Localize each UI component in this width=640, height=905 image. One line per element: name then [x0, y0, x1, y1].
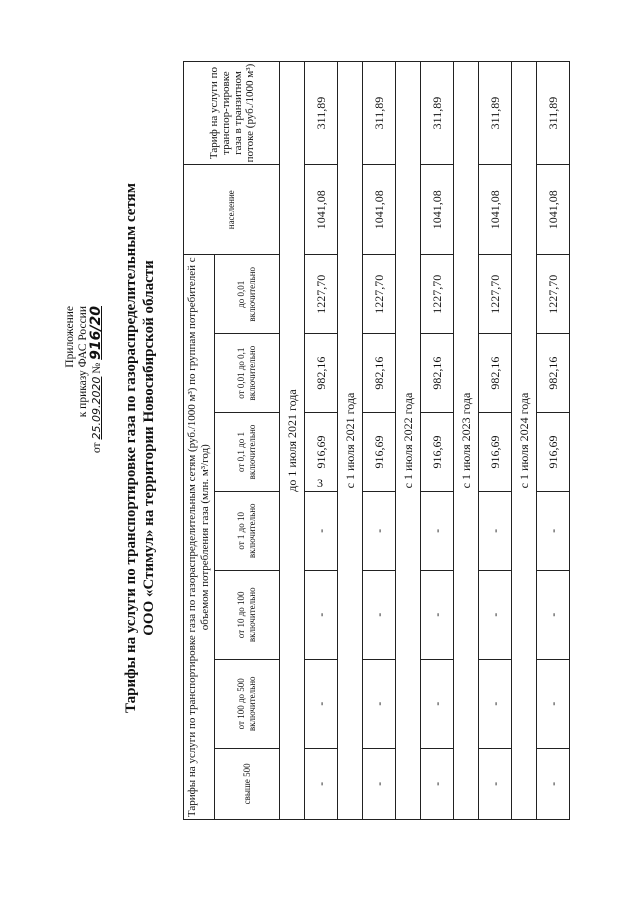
table-cell: -	[305, 659, 338, 748]
table-cell: 311,89	[363, 62, 396, 165]
table-cell: -	[363, 748, 396, 819]
col-header-to-0-01: до 0,01 включительно	[215, 255, 280, 334]
table-cell: -	[479, 570, 512, 659]
table-cell: -	[479, 659, 512, 748]
table-cell: 1227,70	[479, 255, 512, 334]
period-label: с 1 июля 2023 года	[454, 62, 479, 820]
col-header-over-500: свыше 500	[215, 748, 280, 819]
col-header-0-01-0-1: от 0,01 до 0,1 включительно	[215, 334, 280, 413]
number-prefix: №	[91, 362, 103, 374]
title-line-2: ООО «Стимул» на территории Новосибирской области	[141, 260, 157, 636]
page-number: 3	[317, 476, 323, 490]
table-cell: -	[363, 570, 396, 659]
table-cell: 1041,08	[363, 165, 396, 255]
table-cell: -	[479, 491, 512, 570]
table-cell: 916,69	[537, 413, 570, 492]
table-cell: -	[363, 491, 396, 570]
table-cell: -	[537, 659, 570, 748]
table-cell: 916,69	[479, 413, 512, 492]
table-cell: 982,16	[421, 334, 454, 413]
col-header-0-1-1: от 0,1 до 1 включительно	[215, 413, 280, 492]
table-cell: 311,89	[305, 62, 338, 165]
period-label: с 1 июля 2024 года	[512, 62, 537, 820]
table-cell: -	[537, 491, 570, 570]
period-label: с 1 июля 2021 года	[338, 62, 363, 820]
table-row	[305, 62, 338, 820]
table-row	[363, 62, 396, 820]
table-row	[479, 62, 512, 820]
table-cell: -	[421, 570, 454, 659]
table-cell: -	[305, 748, 338, 819]
table-cell: 1227,70	[421, 255, 454, 334]
order-number: 916/20	[88, 306, 104, 360]
table-cell: 916,69	[421, 413, 454, 492]
period-label: до 1 июля 2021 года	[280, 62, 305, 820]
table-cell: 1227,70	[305, 255, 338, 334]
table-cell: -	[305, 491, 338, 570]
table-cell: -	[363, 659, 396, 748]
document-title	[122, 72, 158, 824]
table-cell: 311,89	[537, 62, 570, 165]
date-prefix: от	[91, 442, 103, 454]
table-cell: 916,69	[305, 413, 338, 492]
table-cell: -	[537, 570, 570, 659]
table-cell: -	[537, 748, 570, 819]
appendix-date-number	[90, 306, 104, 453]
table-cell: -	[421, 659, 454, 748]
table-cell: 1227,70	[537, 255, 570, 334]
table-cell: -	[421, 491, 454, 570]
table-cell: 982,16	[537, 334, 570, 413]
table-cell: 1041,08	[421, 165, 454, 255]
table-cell: -	[305, 570, 338, 659]
appendix-order-ref: к приказу ФАС России	[77, 306, 89, 418]
col-header-population: население	[184, 165, 280, 255]
col-header-100-500: от 100 до 500 включительно	[215, 659, 280, 748]
table-cell: 1041,08	[479, 165, 512, 255]
table-cell: -	[479, 748, 512, 819]
table-cell: 1041,08	[537, 165, 570, 255]
col-header-10-100: от 10 до 100 включительно	[215, 570, 280, 659]
table-cell: 982,16	[479, 334, 512, 413]
transit-header: Тариф на услуги по транспор-тировке газа в транзитном потоке (руб./1000 м³)	[184, 62, 280, 165]
period-label: с 1 июля 2022 года	[396, 62, 421, 820]
table-cell: 982,16	[363, 334, 396, 413]
table-cell: 1041,08	[305, 165, 338, 255]
tariff-table	[183, 61, 570, 820]
table-cell: -	[421, 748, 454, 819]
table-row	[421, 62, 454, 820]
table-cell: 982,16	[305, 334, 338, 413]
appendix-block	[64, 306, 104, 453]
appendix-label: Приложение	[64, 306, 76, 368]
rotated-document-content	[50, 48, 570, 848]
order-date: 25.09.2020	[90, 376, 103, 440]
table-cell: 311,89	[421, 62, 454, 165]
table-cell: 1227,70	[363, 255, 396, 334]
table-cell: 916,69	[363, 413, 396, 492]
col-header-1-10: от 1 до 10 включительно	[215, 491, 280, 570]
title-line-1: Тарифы на услуги по транспортировке газа по газораспределительным сетям	[123, 183, 139, 713]
table-cell: 311,89	[479, 62, 512, 165]
group-header: Тарифы на услуги по транспортировке газа по газораспределительным сетям (руб./1000 м³) по группам потребителей с объемом потребления газа (млн. м³/год)	[184, 255, 215, 820]
table-row	[537, 62, 570, 820]
